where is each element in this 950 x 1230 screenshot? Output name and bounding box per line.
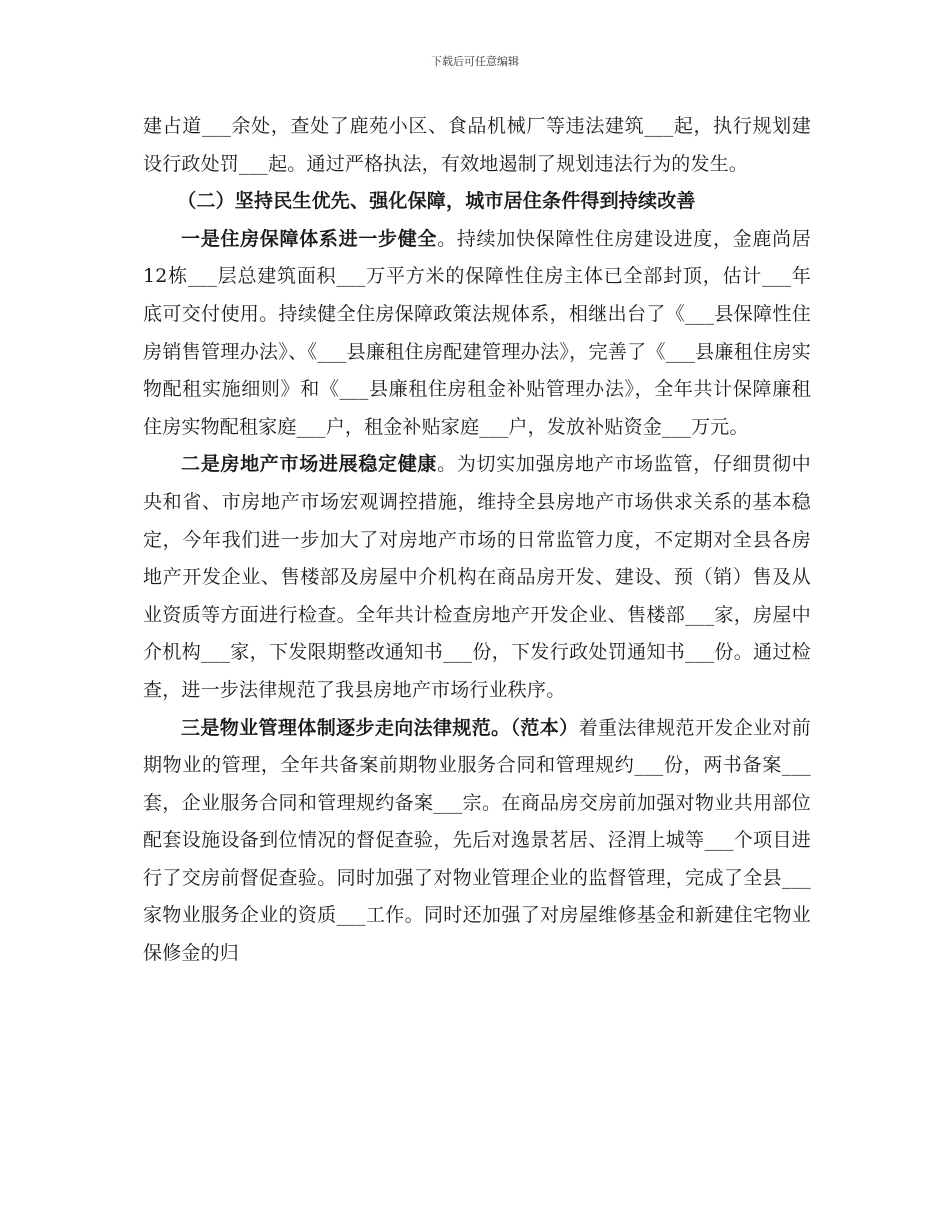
header-note: 下载后可任意编辑 <box>431 55 519 68</box>
document-body <box>143 108 811 973</box>
paragraph-lead: 三是物业管理体制逐步走向法律规范。（范本） <box>181 716 579 739</box>
paragraph-text: 。持续加快保障性住房建设进度，金鹿尚居12栋___层总建筑面积___万平方米的保障性住房主体已全部封顶，估计___年底可交付使用。持续健全住房保障政策法规体系，相继出台了《___县保障性住房销售管理办法》、《___县廉租住房配建管理办法》，完善了《___县廉租住房实物配租实施细则》和《___县廉租住房租金补贴管理办法》，全年共计保障廉租住房实物配租家庭___户，租金补贴家庭___户，发放补贴资金___万元。 <box>143 227 811 438</box>
section-heading: （二）坚持民生优先、强化保障，城市居住条件得到持续改善 <box>177 190 696 213</box>
paragraph-continuation: 建占道___余处，查处了鹿苑小区、食品机械厂等违法建筑___起，执行规划建设行政处罚___起。通过严格执法，有效地遏制了规划违法行为的发生。 <box>143 115 811 175</box>
paragraph-property-management <box>143 710 811 973</box>
paragraph-lead: 一是住房保障体系进一步健全 <box>181 227 438 250</box>
paragraph-housing-security <box>143 221 811 447</box>
paragraph-real-estate-market <box>143 446 811 709</box>
paragraph-text: 着重法律规范开发企业对前期物业的管理，全年共备案前期物业服务合同和管理规约___份，两书备案___套，企业服务合同和管理规约备案___宗。在商品房交房前加强对物业共用部位配套设施设备到位情况的督促查验，先后对逸景茗居、泾渭上城等___个项目进行了交房前督促查验。同时加强了对物业管理企业的监督管理，完成了全县___家物业服务企业的资质___工作。同时还加强了对房屋维修基金和新建住宅物业保修金的归 <box>143 716 812 965</box>
paragraph-text: 。为切实加强房地产市场监管，仔细贯彻中央和省、市房地产市场宏观调控措施，维持全县房地产市场供求关系的基本稳定，今年我们进一步加大了对房地产市场的日常监管力度，不定期对全县各房地产开发企业、售楼部及房屋中介机构在商品房开发、建设、预（销）售及从业资质等方面进行检查。全年共计检查房地产开发企业、售楼部___家，房屋中介机构___家，下发限期整改通知书___份，下发行政处罚通知书___份。通过检查，进一步法律规范了我县房地产市场行业秩序。 <box>143 453 811 701</box>
paragraph-lead: 二是房地产市场进展稳定健康 <box>181 453 438 476</box>
